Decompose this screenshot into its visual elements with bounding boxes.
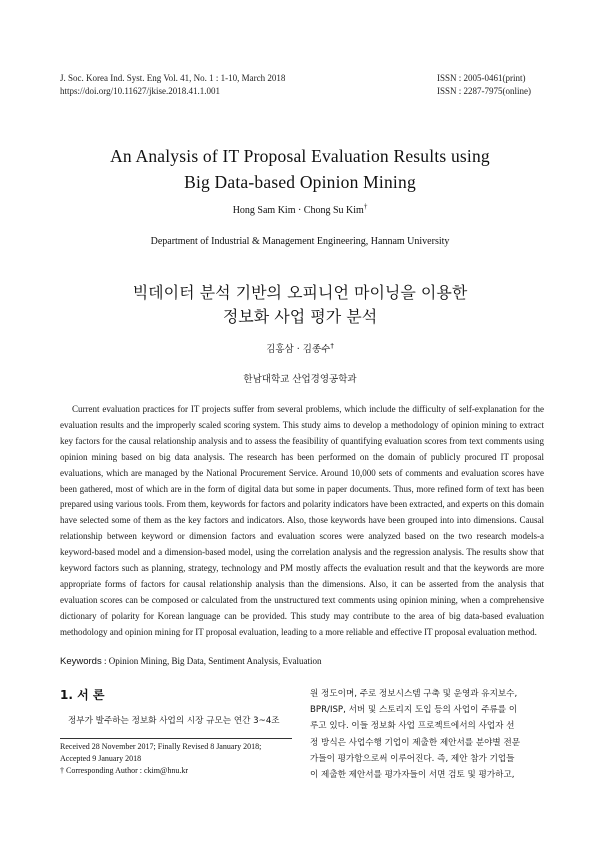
footnote-accepted: Accepted 9 January 2018	[60, 754, 142, 763]
keywords-list: Opinion Mining, Big Data, Sentiment Analysis, Evaluation	[108, 656, 322, 666]
journal-citation: J. Soc. Korea Ind. Syst. Eng Vol. 41, No. 1 : 1-10, March 2018	[60, 73, 286, 83]
korean-title-line-2: 정보화 사업 평가 분석	[222, 307, 378, 326]
corresponding-mark: †	[363, 202, 368, 211]
keywords-separator: :	[101, 656, 109, 666]
english-title-line-1: An Analysis of IT Proposal Evaluation Results using	[110, 146, 490, 166]
abstract: Current evaluation practices for IT projects suffer from several problems, which include the difficulty of self-explanation for the evaluation results and the improperly scaled scoring system. This study aims to develop a methodology of opinion mining to extract key factors for the causal relationship analysis and to assess the feasibility of quantifying evaluation scores from text comments using opinion mining based on big data analysis. The research has been performed on the domain of publicly procured IT proposal evaluations, which are managed by the National Procurement Service. Around 10,000 sets of comments and evaluation scores have been gathered, most of which are in the form of digital data but some in paper documents. Thus, more refined form of text has been prepared using various tools. From them, keywords for factors and polarity indicators have been extracted, and experts on this domain have selected some of them as the key factors and indicators. Also, those keywords have been grouped into into dimensions. Causal relationship between keyword or dimension factors and evaluation scores were analyzed based on the two research models-a keyword-based model and a dimension-based model, using the correlation analysis and the regression analysis. The results show that keyword factors such as planning, strategy, technology and PM mostly affects the evaluation result and that the keywords are more appropriate forms of factors for causal relationship analysis than the dimensions. Also, it can be asserted from the analysis that evaluation scores can be composed or calculated from the unstructured text comments using opinion mining, when a comprehensive dictionary of polarity for Korean language can be provided. This study may contribute to the area of big data-based evaluation methodology and opinion mining for IT proposal evaluation, leading to a more reliable and effective IT proposal evaluation method.	[60, 404, 544, 637]
body-line: 가들이 평가함으로써 이루어진다. 즉, 제안 참가 기업들	[310, 753, 515, 764]
section-body-right	[310, 686, 544, 783]
english-title-line-2: Big Data-based Opinion Mining	[184, 172, 416, 192]
korean-authors	[0, 341, 600, 355]
footnote-divider	[60, 738, 292, 739]
issn-print: ISSN : 2005-0461(print)	[437, 73, 526, 83]
body-line: 원 정도이며, 주로 정보시스템 구축 및 운영과 유지보수,	[310, 689, 518, 699]
body-line: 루고 있다. 이들 정보화 사업 프로젝트에서의 사업자 선	[310, 721, 515, 732]
korean-author-names: 김홍삼 · 김종수	[266, 344, 331, 355]
english-affiliation: Department of Industrial & Management Engineering, Hannam University	[150, 236, 450, 247]
english-authors	[0, 202, 600, 216]
issn-online: ISSN : 2287-7975(online)	[437, 86, 531, 96]
footnote-corresponding: † Corresponding Author : ckim@hnu.kr	[60, 766, 189, 775]
doi-link[interactable]: https://doi.org/10.11627/jkise.2018.41.1.001	[60, 86, 221, 96]
body-line: 이 제출한 제안서를 평가자들이 서면 검토 및 평가하고,	[310, 770, 515, 781]
english-title	[0, 143, 600, 195]
keywords	[60, 654, 544, 669]
korean-affiliation: 한남대학교 산업경영공학과	[243, 374, 357, 385]
korean-corresponding-mark: †	[330, 341, 334, 350]
footnote-received: Received 28 November 2017; Finally Revised 8 January 2018;	[60, 742, 262, 751]
keywords-label: Keywords	[60, 656, 102, 667]
journal-header	[60, 72, 285, 98]
issn-block	[437, 72, 557, 98]
footnote	[60, 741, 300, 777]
section-heading: 1. 서 론	[60, 688, 105, 702]
korean-title	[0, 281, 600, 329]
english-author-names: Hong Sam Kim · Chong Su Kim	[232, 205, 364, 216]
body-line: BPR/ISP, 서버 및 스토리지 도입 등의 사업이 주류를 이	[310, 705, 518, 716]
korean-title-line-1: 빅데이터 분석 기반의 오피니언 마이닝을 이용한	[132, 283, 468, 302]
section-body-left: 정부가 발주하는 정보화 사업의 시장 규모는 연간 3~4조	[68, 716, 280, 726]
body-line: 정 방식은 사업수행 기업이 제출한 제안서를 분야별 전문	[310, 737, 521, 748]
